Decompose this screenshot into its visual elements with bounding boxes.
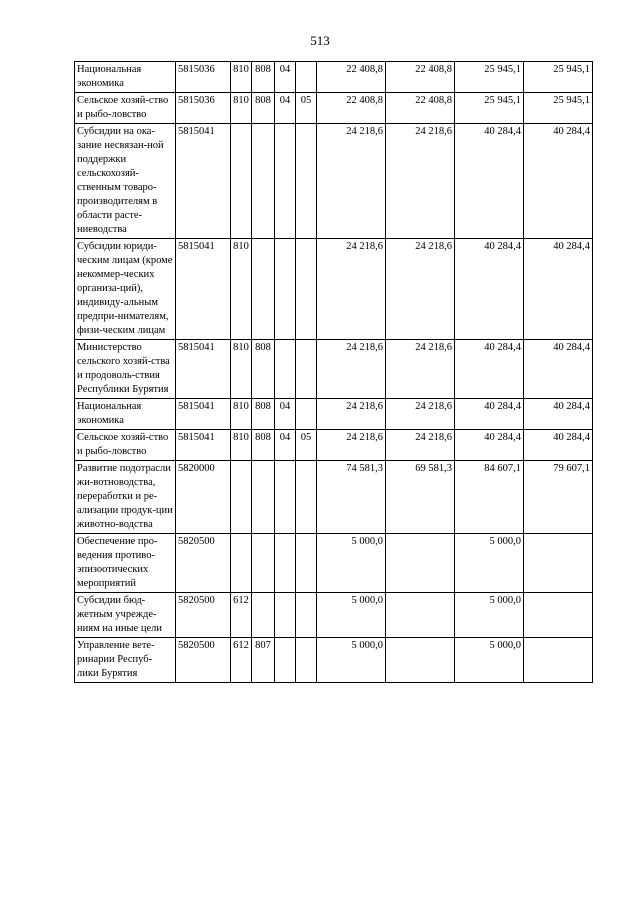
amount-col-4: 40 284,4 [524,239,593,340]
amount-col-4 [524,593,593,638]
table-row [75,62,593,93]
amount-col-1: 5 000,0 [317,534,386,593]
section-code [275,638,296,683]
expense-type-code: 810 [231,430,252,461]
expense-type-code [231,124,252,239]
department-code: 808 [252,430,275,461]
classification-code: 5815041 [176,430,231,461]
row-name: Развитие подотрасли жи-вотноводства, переработки и ре-ализации продук-ции животно-водства [75,461,176,534]
amount-col-4: 25 945,1 [524,93,593,124]
amount-col-3: 40 284,4 [455,124,524,239]
table-row [75,124,593,239]
expense-type-code: 612 [231,593,252,638]
amount-col-2: 24 218,6 [386,340,455,399]
amount-col-1: 24 218,6 [317,124,386,239]
expense-type-code: 612 [231,638,252,683]
subsection-code [296,534,317,593]
amount-col-3: 84 607,1 [455,461,524,534]
department-code: 808 [252,340,275,399]
amount-col-4: 79 607,1 [524,461,593,534]
section-code [275,124,296,239]
classification-code: 5815041 [176,399,231,430]
section-code [275,340,296,399]
budget-table [74,61,593,683]
amount-col-1: 74 581,3 [317,461,386,534]
amount-col-2: 69 581,3 [386,461,455,534]
department-code: 808 [252,399,275,430]
subsection-code: 05 [296,93,317,124]
amount-col-4: 40 284,4 [524,340,593,399]
table-row [75,399,593,430]
amount-col-3: 5 000,0 [455,534,524,593]
expense-type-code [231,461,252,534]
amount-col-2 [386,534,455,593]
classification-code: 5815036 [176,93,231,124]
department-code: 808 [252,62,275,93]
amount-col-1: 22 408,8 [317,62,386,93]
table-row [75,239,593,340]
table-row [75,93,593,124]
amount-col-4 [524,534,593,593]
subsection-code [296,340,317,399]
subsection-code [296,239,317,340]
amount-col-2: 22 408,8 [386,62,455,93]
expense-type-code: 810 [231,239,252,340]
subsection-code [296,399,317,430]
amount-col-2: 22 408,8 [386,93,455,124]
amount-col-4: 25 945,1 [524,62,593,93]
amount-col-4 [524,638,593,683]
expense-type-code [231,534,252,593]
amount-col-1: 22 408,8 [317,93,386,124]
classification-code: 5815041 [176,340,231,399]
classification-code: 5815036 [176,62,231,93]
department-code [252,593,275,638]
classification-code: 5815041 [176,239,231,340]
table-row [75,430,593,461]
row-name: Национальная экономика [75,62,176,93]
amount-col-3: 40 284,4 [455,430,524,461]
subsection-code [296,62,317,93]
amount-col-3: 25 945,1 [455,93,524,124]
section-code [275,534,296,593]
classification-code: 5820500 [176,534,231,593]
row-name: Субсидии юриди-ческим лицам (кроме некоммер-ческих организа-ций), индивиду-альным предпри-нимателям, физи-ческим лицам [75,239,176,340]
expense-type-code: 810 [231,399,252,430]
row-name: Сельское хозяй-ство и рыбо-ловство [75,430,176,461]
subsection-code: 05 [296,430,317,461]
section-code [275,461,296,534]
amount-col-1: 24 218,6 [317,430,386,461]
subsection-code [296,638,317,683]
department-code [252,461,275,534]
subsection-code [296,124,317,239]
department-code [252,534,275,593]
amount-col-1: 24 218,6 [317,340,386,399]
amount-col-3: 5 000,0 [455,638,524,683]
table-row [75,340,593,399]
amount-col-1: 5 000,0 [317,638,386,683]
department-code: 807 [252,638,275,683]
amount-col-3: 40 284,4 [455,399,524,430]
amount-col-1: 5 000,0 [317,593,386,638]
expense-type-code: 810 [231,62,252,93]
expense-type-code: 810 [231,340,252,399]
page-number: 513 [310,33,330,48]
section-code: 04 [275,430,296,461]
classification-code: 5820000 [176,461,231,534]
amount-col-3: 5 000,0 [455,593,524,638]
section-code [275,593,296,638]
row-name: Сельское хозяй-ство и рыбо-ловство [75,93,176,124]
amount-col-3: 25 945,1 [455,62,524,93]
section-code: 04 [275,399,296,430]
row-name: Субсидии бюд-жетным учрежде-ниям на иные цели [75,593,176,638]
department-code [252,124,275,239]
amount-col-4: 40 284,4 [524,430,593,461]
amount-col-4: 40 284,4 [524,399,593,430]
department-code [252,239,275,340]
table-row [75,638,593,683]
amount-col-3: 40 284,4 [455,340,524,399]
table-row [75,461,593,534]
amount-col-4: 40 284,4 [524,124,593,239]
expense-type-code: 810 [231,93,252,124]
subsection-code [296,593,317,638]
subsection-code [296,461,317,534]
amount-col-1: 24 218,6 [317,239,386,340]
section-code: 04 [275,62,296,93]
department-code: 808 [252,93,275,124]
amount-col-2: 24 218,6 [386,239,455,340]
table-row [75,534,593,593]
amount-col-2: 24 218,6 [386,399,455,430]
amount-col-2: 24 218,6 [386,124,455,239]
amount-col-2 [386,593,455,638]
amount-col-2 [386,638,455,683]
amount-col-1: 24 218,6 [317,399,386,430]
row-name: Обеспечение про-ведения противо-эпизоотических мероприятий [75,534,176,593]
row-name: Управление вете-ринарии Респуб-лики Бурятия [75,638,176,683]
amount-col-2: 24 218,6 [386,430,455,461]
row-name: Субсидии на ока-зание несвязан-ной поддержки сельскохозяй-ственным товаро-производителям в области расте-ниеводства [75,124,176,239]
row-name: Министерство сельского хозяй-ства и продоволь-ствия Республики Бурятия [75,340,176,399]
classification-code: 5820500 [176,638,231,683]
table-row [75,593,593,638]
classification-code: 5815041 [176,124,231,239]
section-code [275,239,296,340]
amount-col-3: 40 284,4 [455,239,524,340]
row-name: Национальная экономика [75,399,176,430]
section-code: 04 [275,93,296,124]
classification-code: 5820500 [176,593,231,638]
